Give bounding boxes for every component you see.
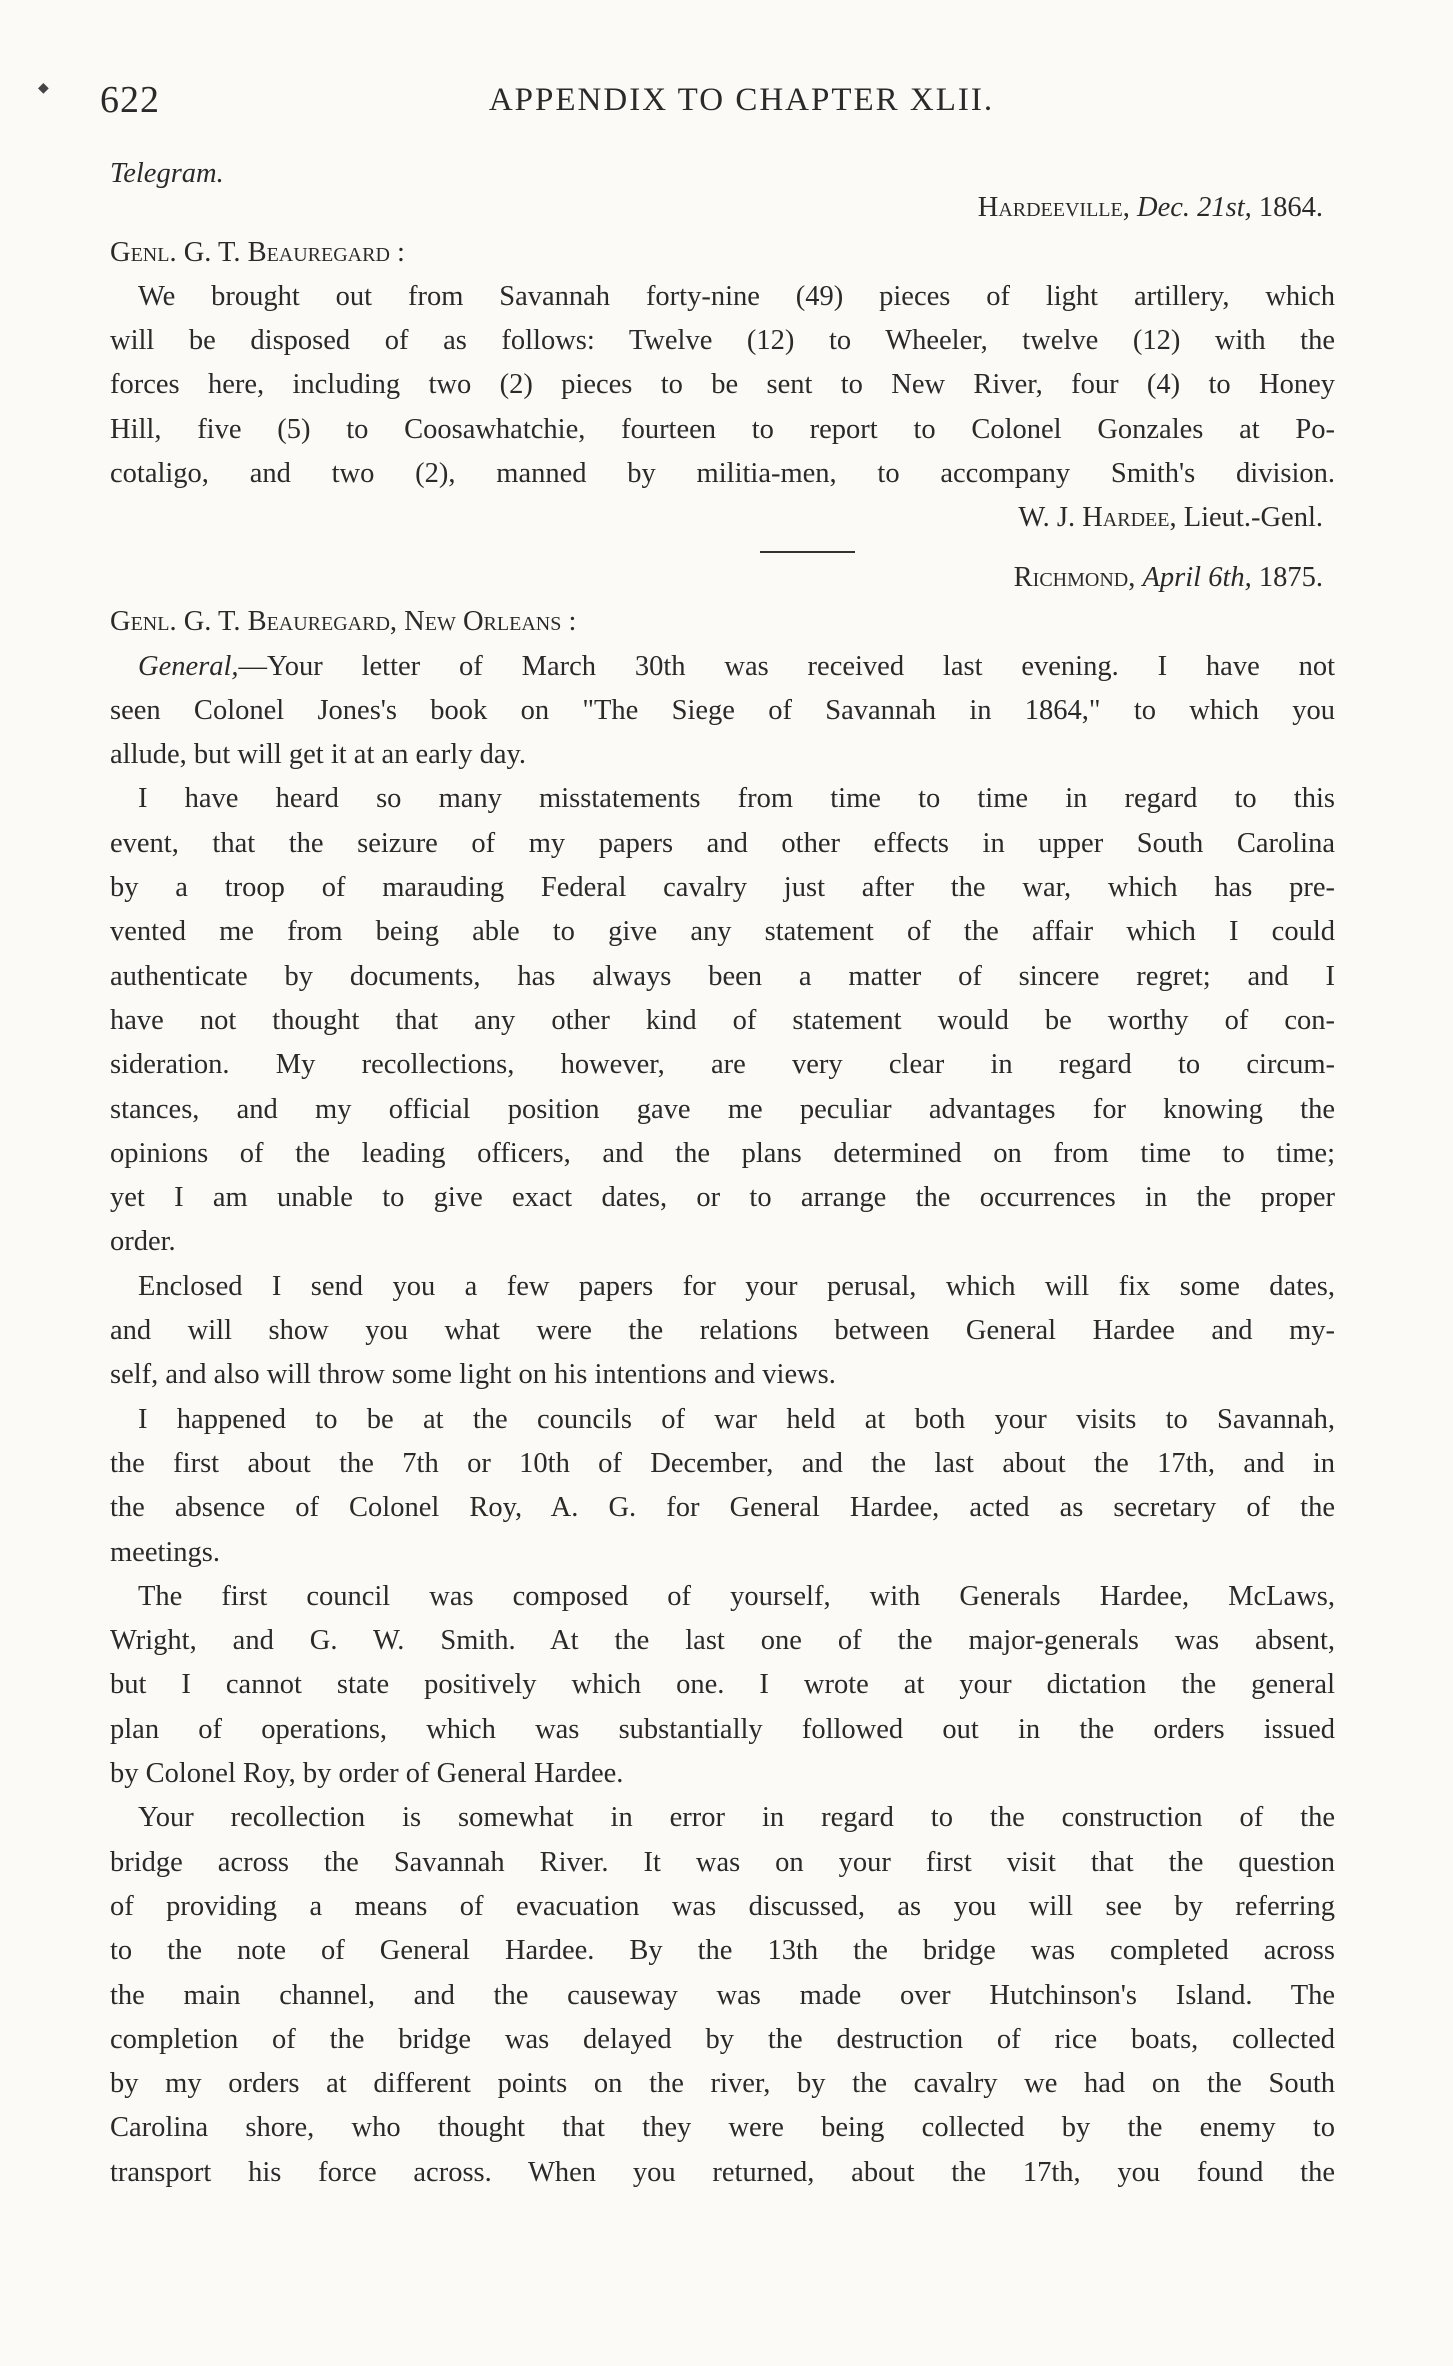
text-line: forces here, including two (2) pieces to be sent to New River, four (4) to Honey [110, 369, 1335, 401]
text-line: to the note of General Hardee. By the 13th the bridge was completed across [110, 1935, 1335, 1967]
text-line: the absence of Colonel Roy, A. G. for General Hardee, acted as secretary of the [110, 1492, 1335, 1524]
telegram-dateline [110, 186, 1335, 230]
dateline-place: Richmond, [1013, 562, 1136, 593]
text-line: and will show you what were the relations between General Hardee and my- [110, 1315, 1335, 1347]
text-line: order. [110, 1226, 176, 1258]
text-line: will be disposed of as follows: Twelve (12) to Wheeler, twelve (12) with the [110, 325, 1335, 357]
text-line: Hill, five (5) to Coosawhatchie, fourteen to report to Colonel Gonzales at Po- [110, 413, 1335, 445]
text-line: vented me from being able to give any statement of the affair which I could [110, 916, 1335, 948]
text-line: I have heard so many misstatements from time to time in regard to this [138, 783, 1335, 815]
telegram-salutation: Genl. G. T. Beauregard : [110, 236, 405, 268]
text-line: event, that the seizure of my papers and other effects in upper South Carolina [110, 827, 1335, 859]
text-line: We brought out from Savannah forty-nine (49) pieces of light artillery, which [138, 280, 1335, 312]
dateline-date: Dec. 21st, [1136, 192, 1252, 224]
text-line: have not thought that any other kind of statement would be worthy of con- [110, 1004, 1335, 1036]
text-line: self, and also will throw some light on his intentions and views. [110, 1359, 836, 1391]
letter-salutation: Genl. G. T. Beauregard, New Orleans : [110, 606, 577, 638]
text-line: authenticate by documents, has always been a matter of sincere regret; and I [110, 960, 1335, 992]
text-line: Carolina shore, who thought that they were being collected by the enemy to [110, 2112, 1335, 2144]
text-line: transport his force across. When you returned, about the 17th, you found the [110, 2156, 1335, 2188]
running-title: APPENDIX TO CHAPTER XLII. [488, 82, 995, 118]
text-line: yet I am unable to give exact dates, or to arrange the occurrences in the proper [110, 1182, 1335, 1214]
text-line: the main channel, and the causeway was made over Hutchinson's Island. The [110, 1979, 1335, 2011]
dateline-date: April 6th, [1142, 562, 1252, 593]
text-line: plan of operations, which was substantially followed out in the orders issued [110, 1713, 1335, 1745]
text-line: Enclosed I send you a few papers for your perusal, which will fix some dates, [138, 1270, 1335, 1302]
text-line: by Colonel Roy, by order of General Hardee. [110, 1758, 624, 1790]
letter-dateline [110, 556, 1335, 600]
text-line: bridge across the Savannah River. It was on your first visit that the question [110, 1846, 1335, 1878]
text-line: seen Colonel Jones's book on "The Siege of Savannah in 1864," to which you [110, 694, 1335, 726]
signature-name: W. J. Hardee, [1018, 502, 1177, 534]
text-line: meetings. [110, 1536, 221, 1568]
text-line: of providing a means of evacuation was discussed, as you will see by referring [110, 1890, 1335, 1922]
text-line: completion of the bridge was delayed by the destruction of rice boats, collected [110, 2023, 1335, 2055]
telegram-label: Telegram. [110, 158, 224, 189]
text-line: allude, but will get it at an early day. [110, 739, 527, 771]
letter-block [110, 556, 1335, 2195]
signature-title: Lieut.-Genl. [1183, 502, 1323, 534]
text-line: sideration. My recollections, however, are very clear in regard to circum- [110, 1049, 1335, 1081]
text-line: opinions of the leading officers, and the plans determined on from time to time; [110, 1137, 1335, 1169]
dateline-place: Hardeeville, [977, 192, 1130, 224]
text-line: The first council was composed of yourself, with Generals Hardee, McLaws, [138, 1580, 1335, 1612]
section-divider [760, 551, 855, 553]
text-line: cotaligo, and two (2), manned by militia-men, to accompany Smith's division. [110, 458, 1335, 490]
text-line [110, 645, 1335, 689]
telegram-block [110, 152, 1335, 579]
text-line: stances, and my official position gave me peculiar advantages for knowing the [110, 1093, 1335, 1125]
text-line: Your recollection is somewhat in error in regard to the construction of the [138, 1802, 1335, 1834]
text-line: by my orders at different points on the river, by the cavalry we had on the South [110, 2068, 1335, 2100]
greeting: General, [138, 650, 239, 682]
text-line: but I cannot state positively which one. I wrote at your dictation the general [110, 1669, 1335, 1701]
page-number: 622 [100, 79, 160, 121]
margin-bullet-mark: ◆ [38, 81, 49, 96]
telegram-signature [110, 496, 1335, 540]
text-line: I happened to be at the councils of war held at both your visits to Savannah, [138, 1403, 1335, 1435]
greeting-rest: —Your letter of March 30th was received last evening. I have not [238, 650, 1335, 682]
text-line: Wright, and G. W. Smith. At the last one of the major-generals was absent, [110, 1625, 1335, 1657]
dateline-year: 1864. [1258, 192, 1323, 224]
dateline-year: 1875. [1258, 562, 1323, 593]
text-line: by a troop of marauding Federal cavalry just after the war, which has pre- [110, 872, 1335, 904]
text-line: the first about the 7th or 10th of December, and the last about the 17th, and in [110, 1447, 1335, 1479]
